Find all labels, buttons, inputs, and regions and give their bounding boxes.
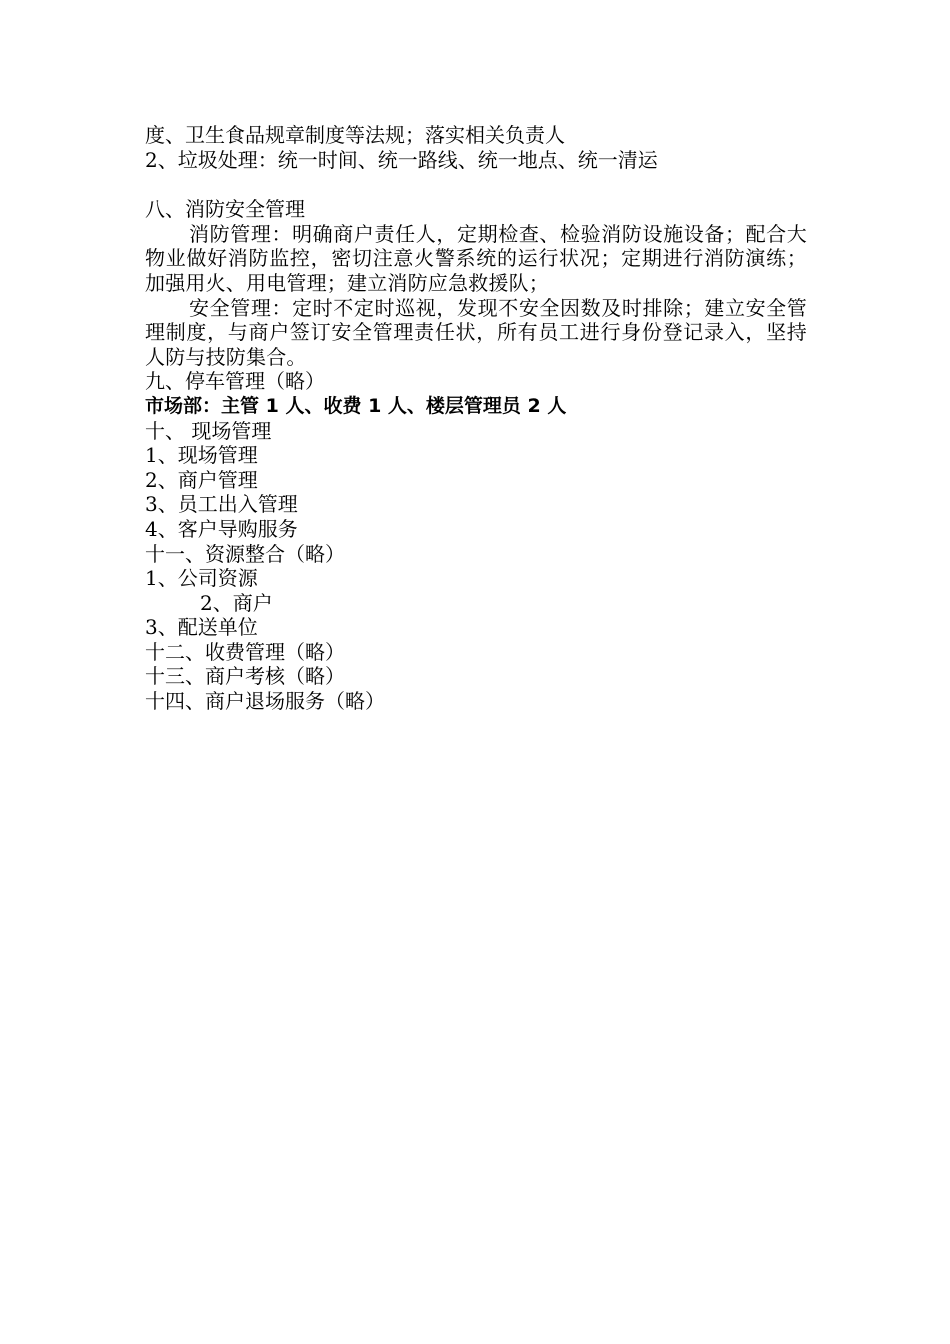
- list-item: 3、配送单位: [145, 615, 258, 640]
- list-item: 2、商户: [200, 590, 273, 615]
- list-item: 1、公司资源: [145, 566, 258, 591]
- list-item: 4、客户导购服务: [145, 516, 298, 541]
- list-item: 3、员工出入管理: [145, 492, 298, 517]
- section-title-resource-integration: 十一、资源整合（略）: [145, 541, 345, 566]
- list-item: 2、商户管理: [145, 467, 258, 492]
- section-title-parking: 九、停车管理（略）: [145, 369, 325, 394]
- paragraph-security-management: 安全管理：定时不定时巡视，发现不安全因数及时排除；建立安全管理制度，与商户签订安全管理责任状，所有员工进行身份登记录入，坚持人防与技防集合。: [145, 295, 807, 369]
- section-title-fire-safety: 八、消防安全管理: [145, 197, 305, 222]
- section-title-site-management: 十、 现场管理: [145, 418, 272, 443]
- section-title-merchant-exit: 十四、商户退场服务（略）: [145, 689, 385, 714]
- paragraph-gap: [145, 172, 807, 197]
- text-line-garbage: 2、垃圾处理：统一时间、统一路线、统一地点、统一清运: [145, 147, 658, 172]
- list-item: 1、现场管理: [145, 443, 258, 468]
- document-body: [145, 123, 807, 714]
- section-title-fee-management: 十二、收费管理（略）: [145, 639, 345, 664]
- market-dept-staffing: 市场部：主管 1 人、收费 1 人、楼层管理员 2 人: [145, 394, 567, 417]
- section-title-merchant-assessment: 十三、商户考核（略）: [145, 664, 345, 689]
- paragraph-fire-management: 消防管理：明确商户责任人，定期检查、检验消防设施设备；配合大物业做好消防监控，密切注意火警系统的运行状况；定期进行消防演练；加强用火、用电管理；建立消防应急救援队；: [145, 221, 807, 295]
- text-line-regulations: 度、卫生食品规章制度等法规；落实相关负责人: [145, 123, 565, 147]
